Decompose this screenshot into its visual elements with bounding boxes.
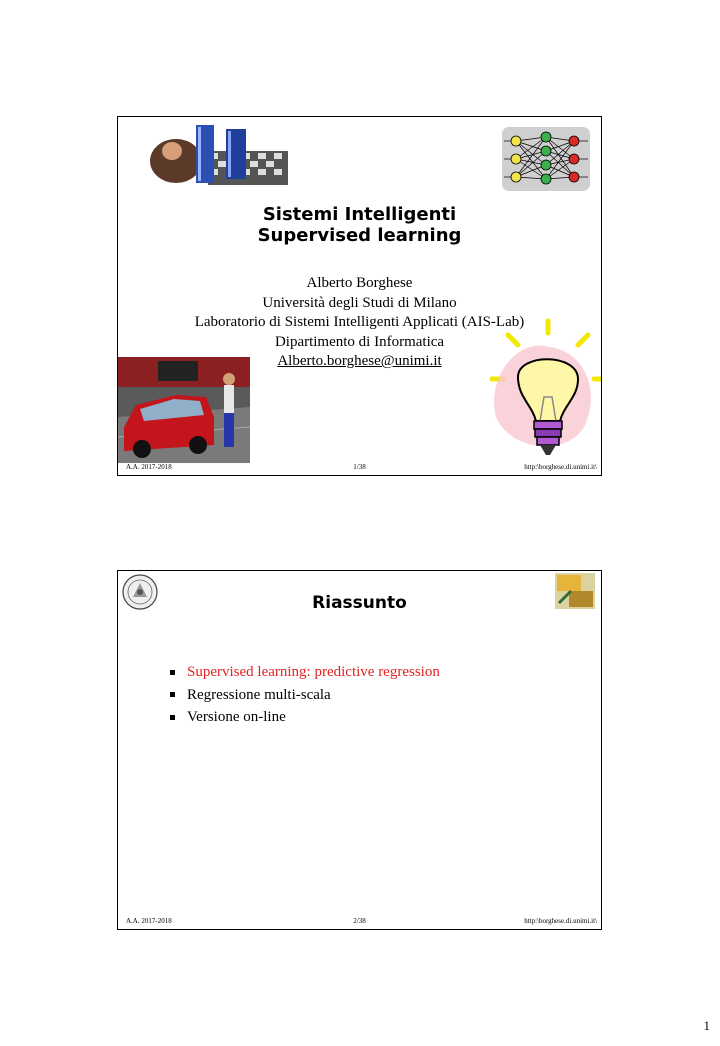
neural-network-icon bbox=[502, 127, 590, 191]
car-avatar-image bbox=[118, 357, 250, 463]
university-name: Università degli Studi di Milano bbox=[262, 294, 457, 311]
page-number: 1 bbox=[703, 1018, 710, 1033]
bullet-item bbox=[170, 706, 440, 729]
bullet-list bbox=[170, 661, 440, 729]
slide-2 bbox=[117, 570, 602, 930]
bullet-square-icon bbox=[170, 715, 175, 720]
slide1-footer-left: A.A. 2017-2018 bbox=[126, 463, 172, 471]
title-line-1: Sistemi Intelligenti bbox=[262, 204, 457, 225]
title-line-2: Supervised learning bbox=[257, 225, 462, 246]
slide2-footer-left: A.A. 2017-2018 bbox=[126, 917, 172, 925]
slide2-slide-number: 2/38 bbox=[353, 917, 366, 925]
bullet-item bbox=[170, 684, 440, 707]
bullet-text: Supervised learning: predictive regression bbox=[187, 664, 440, 680]
lightbulb-icon bbox=[488, 317, 602, 467]
department-name: Dipartimento di Informatica bbox=[274, 333, 445, 350]
slide-1 bbox=[117, 116, 602, 476]
bullet-item bbox=[170, 661, 440, 684]
email-link[interactable]: Alberto.borghese@unimi.it bbox=[277, 353, 442, 369]
slide1-title bbox=[118, 204, 601, 246]
slide2-footer-url[interactable]: http:\borghese.di.unimi.it\ bbox=[524, 917, 597, 925]
computer-chess-image bbox=[148, 121, 288, 187]
slide1-slide-number: 1/38 bbox=[353, 463, 366, 471]
slide1-footer-url[interactable]: http:\borghese.di.unimi.it\ bbox=[524, 463, 597, 471]
bullet-square-icon bbox=[170, 670, 175, 675]
slide2-title: Riassunto bbox=[312, 593, 407, 613]
bullet-square-icon bbox=[170, 692, 175, 697]
bullet-text: Regressione multi-scala bbox=[187, 686, 331, 703]
bullet-text: Versione on-line bbox=[187, 709, 286, 725]
lab-name: Laboratorio di Sistemi Intelligenti Applicati (AIS-Lab) bbox=[194, 314, 525, 330]
author-name: Alberto Borghese bbox=[306, 275, 413, 291]
